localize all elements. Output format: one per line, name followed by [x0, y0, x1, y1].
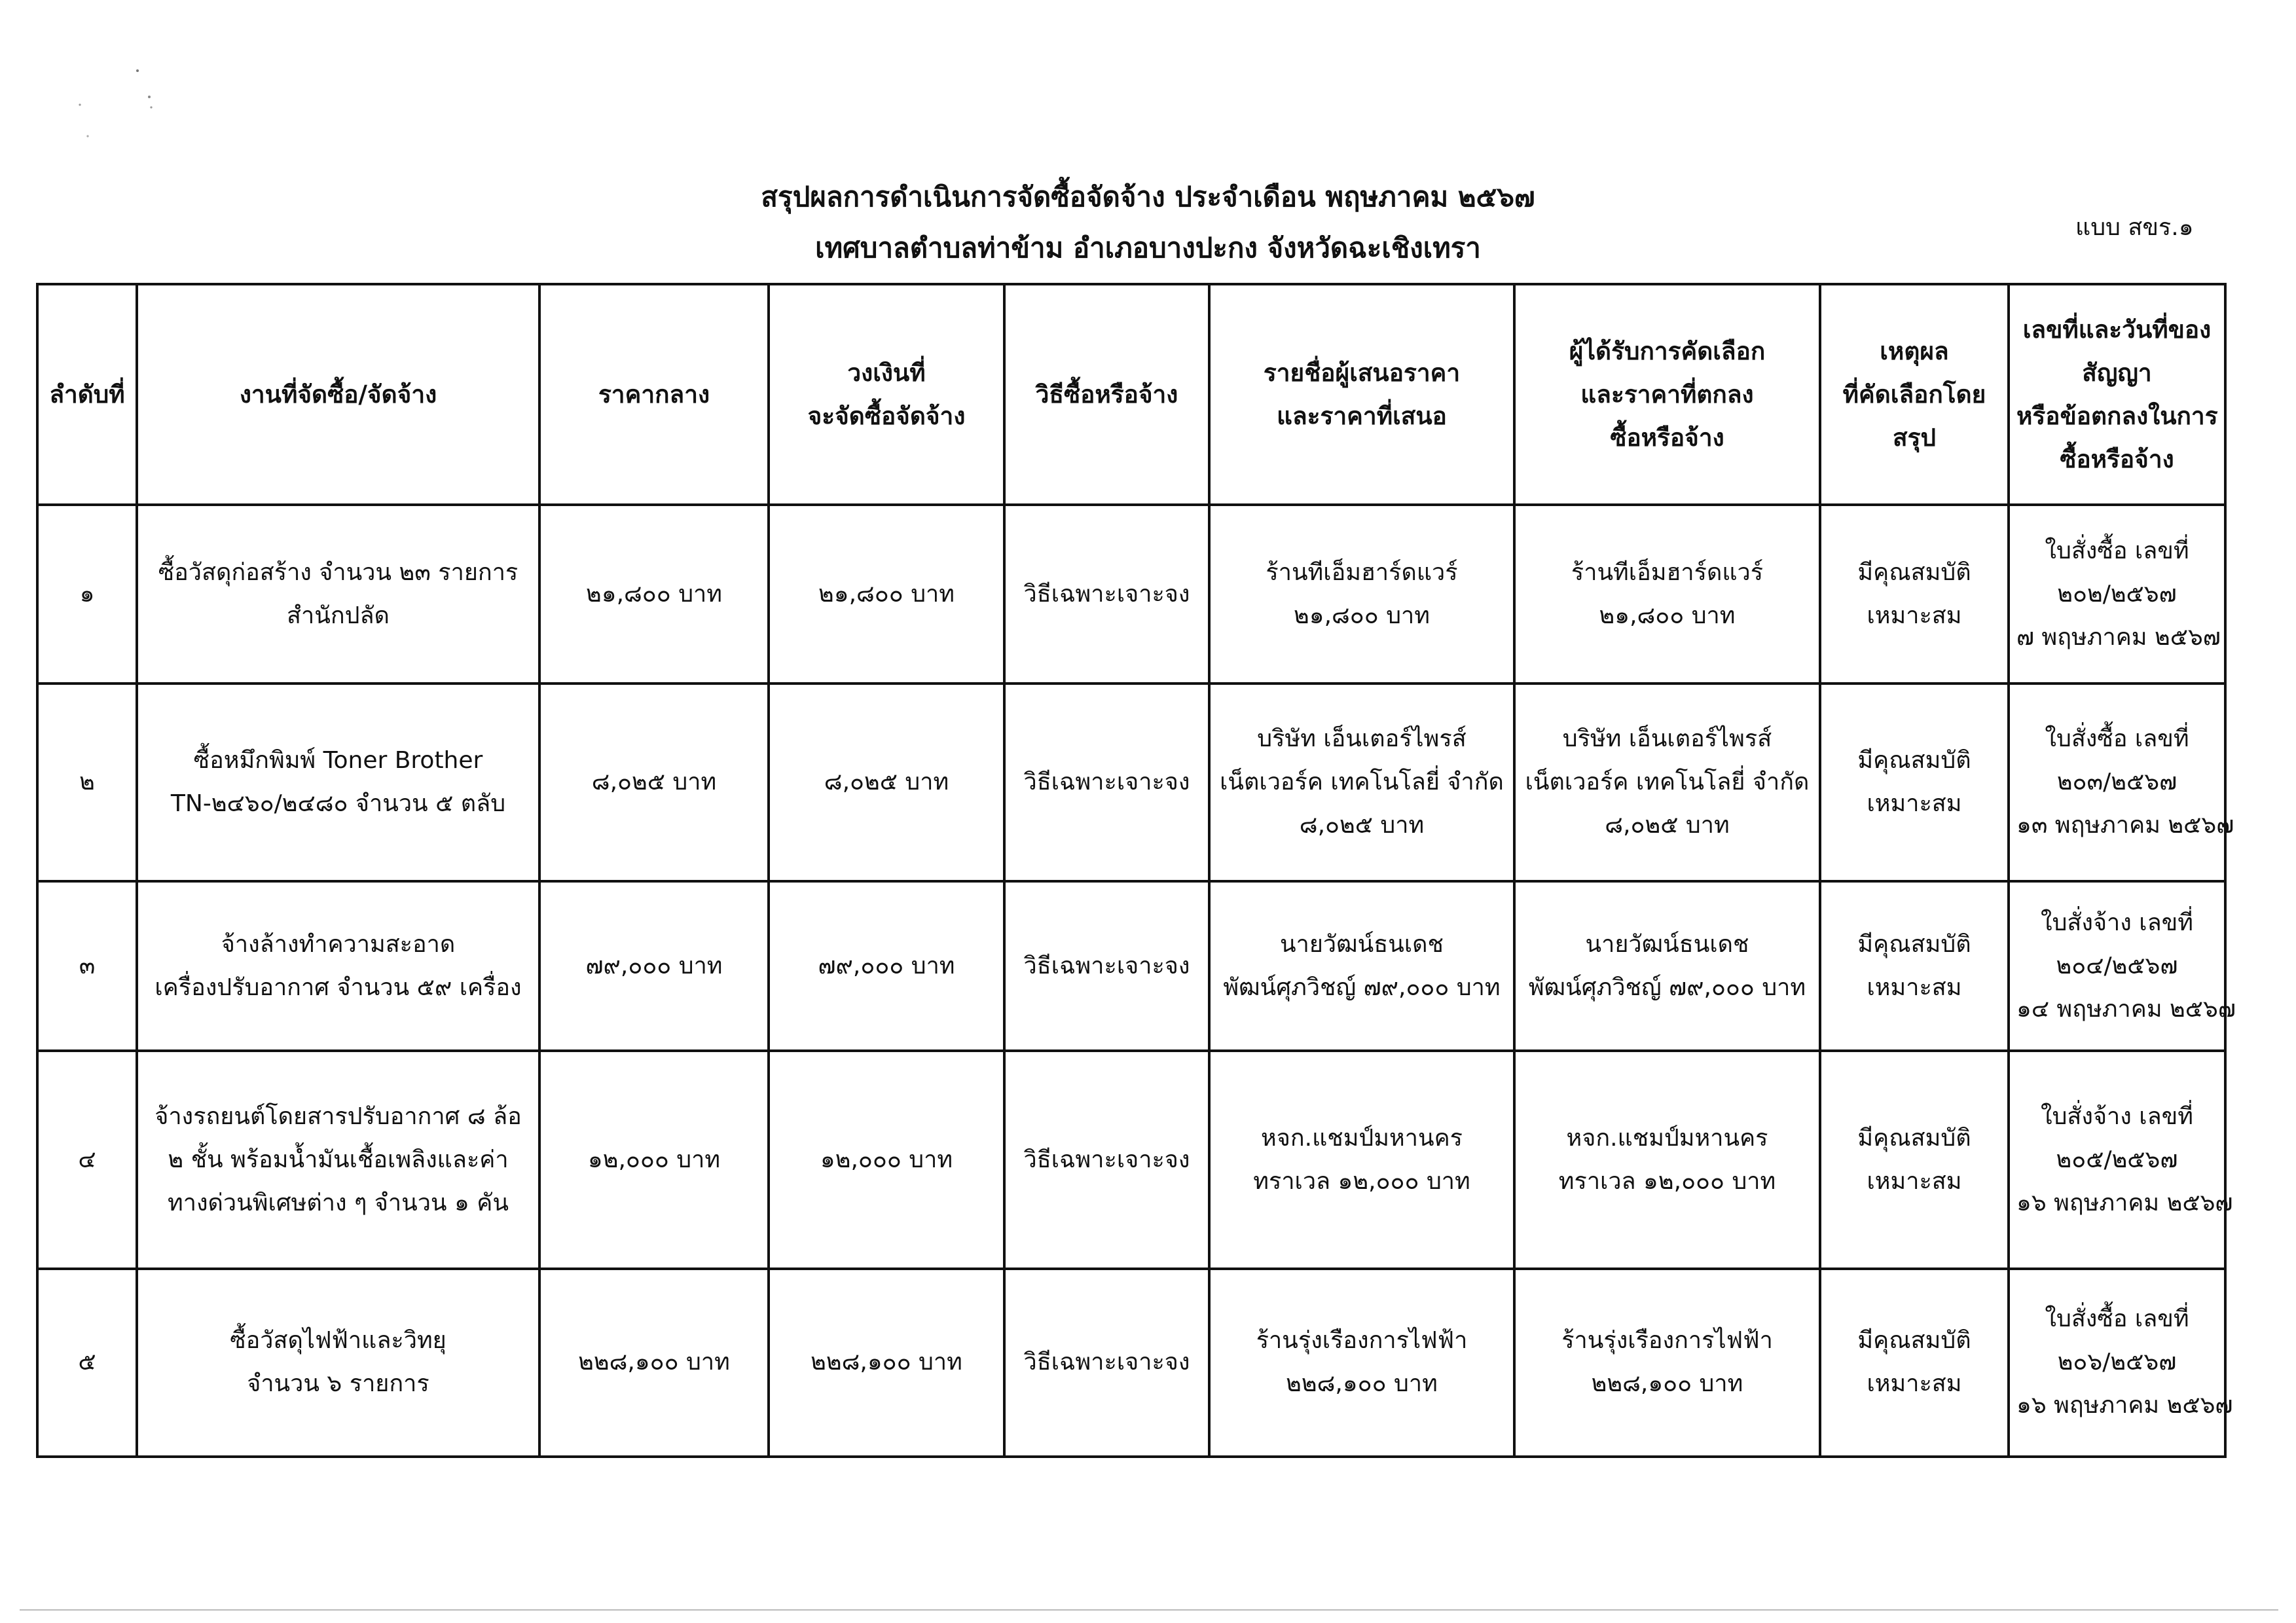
cell-text: นายวัฒน์ธนเดช [1280, 930, 1444, 958]
cell-order-number [37, 1051, 137, 1268]
cell-text: ใบสั่งจ้าง เลขที่ [2040, 909, 2193, 936]
cell-text: จ้างรถยนต์โดยสารปรับอากาศ ๘ ล้อ [155, 1103, 522, 1130]
header-bidders-and-prices [1209, 284, 1514, 505]
procurement-table [36, 283, 2236, 1458]
page-bottom-rule [20, 1609, 2278, 1611]
cell-text: สำนักปลัด [287, 602, 390, 629]
cell-selected-vendor-and-price [1514, 881, 1820, 1051]
cell-text: ๒๑,๘๐๐ บาท [1294, 602, 1430, 629]
cell-bidders-and-prices [1209, 684, 1514, 881]
cell-text: ๘,๐๒๕ บาท [1605, 812, 1730, 839]
table-body [37, 505, 2236, 1457]
cell-text: ๒๐๓/๒๕๖๗ [2056, 769, 2178, 796]
cell-text: ใบสั่งซื้อ เลขที่ [2045, 725, 2189, 753]
header-text: สัญญา [2082, 358, 2152, 387]
cell-bidders-and-prices [1209, 1051, 1514, 1268]
header-text: และราคาที่ตกลง [1580, 380, 1754, 409]
cell-procurement-item [137, 505, 539, 684]
document-title [0, 172, 2296, 274]
cell-text: หจก.แชมป์มหานคร [1261, 1124, 1463, 1152]
cell-text: บริษัท เอ็นเตอร์ไพรส์ [1562, 725, 1772, 753]
cell-selection-reason [1820, 881, 2009, 1051]
header-text: และราคาที่เสนอ [1277, 401, 1447, 430]
cell-text: ซื้อวัสดุก่อสร้าง จำนวน ๒๓ รายการ [158, 558, 519, 586]
table-row [37, 881, 2225, 1051]
header-text: ที่คัดเลือกโดย [1842, 380, 1986, 409]
table-row [37, 1051, 2225, 1268]
header-text: จะจัดซื้อจัดจ้าง [807, 401, 966, 430]
form-code: แบบ สขร.๑ [2075, 214, 2194, 241]
cell-text: ร้านรุ่งเรืองการไฟฟ้า [1256, 1327, 1468, 1355]
cell-text: มีคุณสมบัติ [1857, 1327, 1971, 1355]
cell-text: ร้านรุ่งเรืองการไฟฟ้า [1561, 1327, 1773, 1355]
cell-procurement-method [1004, 881, 1209, 1051]
header-selection-reason [1820, 284, 2009, 505]
cell-text: ใบสั่งจ้าง เลขที่ [2040, 1103, 2193, 1130]
cell-text: ๒๒๘,๑๐๐ บาท [578, 1349, 730, 1376]
cell-procurement-item [137, 881, 539, 1051]
cell-order-number [37, 881, 137, 1051]
cell-text: เหมาะสม [1867, 1167, 1962, 1195]
header-text: รายชื่อผู้เสนอราคา [1263, 358, 1461, 387]
header-contract-reference [2009, 284, 2225, 505]
cell-selection-reason [1820, 505, 2009, 684]
cell-text: ๒ [79, 769, 95, 796]
cell-text: เน็ตเวอร์ค เทคโนโลยี่ จำกัด [1525, 769, 1810, 796]
cell-text: พัฒน์ศุภวิชญ์ ๗๙,๐๐๐ บาท [1223, 974, 1501, 1001]
cell-order-number [37, 684, 137, 881]
cell-text: ใบสั่งซื้อ เลขที่ [2045, 1305, 2189, 1333]
cell-text: ๒๒๘,๑๐๐ บาท [1591, 1370, 1743, 1398]
header-text: ซื้อหรือจ้าง [2060, 445, 2174, 473]
title-line-2: เทศบาลตำบลท่าข้าม อำเภอบางปะกง จังหวัดฉะเชิงเทรา [815, 232, 1481, 264]
table-header-row [37, 284, 2225, 505]
cell-text: เหมาะสม [1867, 1370, 1962, 1398]
cell-procurement-method [1004, 684, 1209, 881]
cell-contract-reference [2009, 1269, 2233, 1457]
header-selected-vendor-and-price [1514, 284, 1820, 505]
cell-text: ๑๒,๐๐๐ บาท [587, 1146, 721, 1173]
cell-text: ๔ [78, 1146, 96, 1173]
cell-text: เครื่องปรับอากาศ จำนวน ๕๙ เครื่อง [155, 974, 522, 1001]
header-text: ราคากลาง [598, 380, 710, 409]
cell-contract-reference [2009, 881, 2236, 1051]
cell-budget-amount [769, 1269, 1004, 1457]
cell-text: วิธีเฉพาะเจาะจง [1023, 580, 1190, 608]
cell-budget-amount [769, 881, 1004, 1051]
cell-text: ซื้อหมึกพิมพ์ Toner Brother [193, 747, 483, 775]
cell-text: ซื้อวัสดุไฟฟ้าและวิทยุ [230, 1327, 446, 1355]
cell-budget-amount [769, 505, 1004, 684]
cell-selected-vendor-and-price [1514, 505, 1820, 684]
cell-text: วิธีเฉพาะเจาะจง [1023, 769, 1190, 796]
header-text: ผู้ได้รับการคัดเลือก [1569, 337, 1766, 365]
title-line-1: สรุปผลการดำเนินการจัดซื้อจัดจ้าง ประจำเดือน พฤษภาคม ๒๕๖๗ [761, 181, 1535, 213]
cell-selected-vendor-and-price [1514, 1269, 1820, 1457]
header-procurement-method [1004, 284, 1209, 505]
cell-text: หจก.แชมป์มหานคร [1566, 1124, 1768, 1152]
table-row [37, 684, 2225, 881]
cell-reference-price [539, 1051, 769, 1268]
header-text: เลขที่และวันที่ของ [2022, 315, 2212, 344]
cell-text: นายวัฒน์ธนเดช [1585, 930, 1749, 958]
cell-text: ๒๑,๘๐๐ บาท [1599, 602, 1736, 629]
cell-text: พัฒน์ศุภวิชญ์ ๗๙,๐๐๐ บาท [1528, 974, 1806, 1001]
cell-contract-reference [2009, 1051, 2233, 1268]
table-row [37, 1269, 2225, 1457]
cell-bidders-and-prices [1209, 1269, 1514, 1457]
cell-text: ๒๐๖/๒๕๖๗ [2057, 1349, 2177, 1376]
cell-text: จำนวน ๖ รายการ [247, 1370, 429, 1398]
header-text: วิธีซื้อหรือจ้าง [1035, 380, 1178, 409]
cell-text: วิธีเฉพาะเจาะจง [1023, 1349, 1190, 1376]
cell-text: ๑๖ พฤษภาคม ๒๕๖๗ [2016, 1392, 2233, 1419]
cell-selection-reason [1820, 684, 2009, 881]
header-text: ลำดับที่ [49, 380, 125, 409]
cell-text: บริษัท เอ็นเตอร์ไพรส์ [1257, 725, 1467, 753]
cell-procurement-method [1004, 505, 1209, 684]
cell-text: ๒๐๔/๒๕๖๗ [2056, 952, 2178, 979]
cell-budget-amount [769, 1051, 1004, 1268]
cell-text: ๘,๐๒๕ บาท [591, 769, 717, 796]
cell-text: ๓ [79, 952, 96, 979]
cell-selection-reason [1820, 1051, 2009, 1268]
cell-text: ๒๒๘,๑๐๐ บาท [1286, 1370, 1438, 1398]
cell-procurement-item [137, 684, 539, 881]
header-text: วงเงินที่ [847, 358, 926, 387]
cell-text: ร้านทีเอ็มฮาร์ดแวร์ [1571, 558, 1764, 586]
header-text: เหตุผล [1880, 337, 1949, 365]
cell-procurement-item [137, 1051, 539, 1268]
cell-text: เหมาะสม [1867, 790, 1962, 818]
cell-budget-amount [769, 684, 1004, 881]
cell-text: ๗๙,๐๐๐ บาท [818, 952, 955, 979]
header-text: หรือข้อตกลงในการ [2016, 401, 2218, 430]
cell-reference-price [539, 1269, 769, 1457]
cell-text: ใบสั่งซื้อ เลขที่ [2045, 537, 2189, 564]
cell-selection-reason [1820, 1269, 2009, 1457]
cell-contract-reference [2009, 505, 2225, 684]
header-order-number [37, 284, 137, 505]
cell-text: วิธีเฉพาะเจาะจง [1023, 1146, 1190, 1173]
cell-text: จ้างล้างทำความสะอาด [221, 930, 456, 958]
cell-procurement-method [1004, 1269, 1209, 1457]
cell-reference-price [539, 684, 769, 881]
cell-text: ๒๐๕/๒๕๖๗ [2056, 1146, 2178, 1173]
cell-text: ๗๙,๐๐๐ บาท [585, 952, 723, 979]
cell-text: ๒๑,๘๐๐ บาท [818, 580, 955, 608]
cell-selected-vendor-and-price [1514, 684, 1820, 881]
cell-text: TN-๒๔๖๐/๒๔๘๐ จำนวน ๕ ตลับ [170, 790, 506, 818]
cell-text: ๗ พฤษภาคม ๒๕๖๗ [2016, 623, 2221, 651]
cell-order-number [37, 505, 137, 684]
cell-order-number [37, 1269, 137, 1457]
cell-text: มีคุณสมบัติ [1857, 558, 1971, 586]
header-text: สรุป [1893, 423, 1936, 452]
header-procurement-item [137, 284, 539, 505]
scan-specks [65, 59, 170, 151]
cell-text: มีคุณสมบัติ [1857, 1124, 1971, 1152]
cell-text: ๑๔ พฤษภาคม ๒๕๖๗ [2016, 995, 2236, 1023]
header-reference-price [539, 284, 769, 505]
cell-bidders-and-prices [1209, 505, 1514, 684]
cell-reference-price [539, 505, 769, 684]
cell-procurement-method [1004, 1051, 1209, 1268]
cell-text: ทราเวล ๑๒,๐๐๐ บาท [1558, 1167, 1776, 1195]
header-budget-amount [769, 284, 1004, 505]
cell-text: ๒๒๘,๑๐๐ บาท [811, 1349, 962, 1376]
cell-procurement-item [137, 1269, 539, 1457]
cell-text: ๑ [79, 580, 95, 608]
cell-text: ๑๓ พฤษภาคม ๒๕๖๗ [2016, 812, 2234, 839]
cell-text: ๑๖ พฤษภาคม ๒๕๖๗ [2016, 1189, 2233, 1216]
cell-text: ๕ [78, 1349, 96, 1376]
cell-text: วิธีเฉพาะเจาะจง [1023, 952, 1190, 979]
cell-reference-price [539, 881, 769, 1051]
cell-text: ทางด่วนพิเศษต่าง ๆ จำนวน ๑ คัน [168, 1189, 509, 1216]
cell-text: ทราเวล ๑๒,๐๐๐ บาท [1253, 1167, 1470, 1195]
cell-selected-vendor-and-price [1514, 1051, 1820, 1268]
cell-text: เหมาะสม [1867, 974, 1962, 1001]
cell-text: ๒๑,๘๐๐ บาท [586, 580, 722, 608]
table-row [37, 505, 2225, 684]
cell-text: ร้านทีเอ็มฮาร์ดแวร์ [1266, 558, 1458, 586]
cell-text: ๘,๐๒๕ บาท [1299, 812, 1425, 839]
cell-bidders-and-prices [1209, 881, 1514, 1051]
cell-text: เน็ตเวอร์ค เทคโนโลยี่ จำกัด [1220, 769, 1504, 796]
header-text: งานที่จัดซื้อ/จัดจ้าง [239, 380, 437, 409]
cell-text: ๒ ชั้น พร้อมน้ำมันเชื้อเพลิงและค่า [168, 1146, 509, 1173]
cell-contract-reference [2009, 684, 2234, 881]
cell-text: เหมาะสม [1867, 602, 1962, 629]
cell-text: ๒๐๒/๒๕๖๗ [2057, 580, 2177, 608]
cell-text: มีคุณสมบัติ [1857, 747, 1971, 775]
header-text: ซื้อหรือจ้าง [1610, 423, 1724, 452]
cell-text: ๑๒,๐๐๐ บาท [820, 1146, 953, 1173]
cell-text: มีคุณสมบัติ [1857, 930, 1971, 958]
cell-text: ๘,๐๒๕ บาท [824, 769, 949, 796]
